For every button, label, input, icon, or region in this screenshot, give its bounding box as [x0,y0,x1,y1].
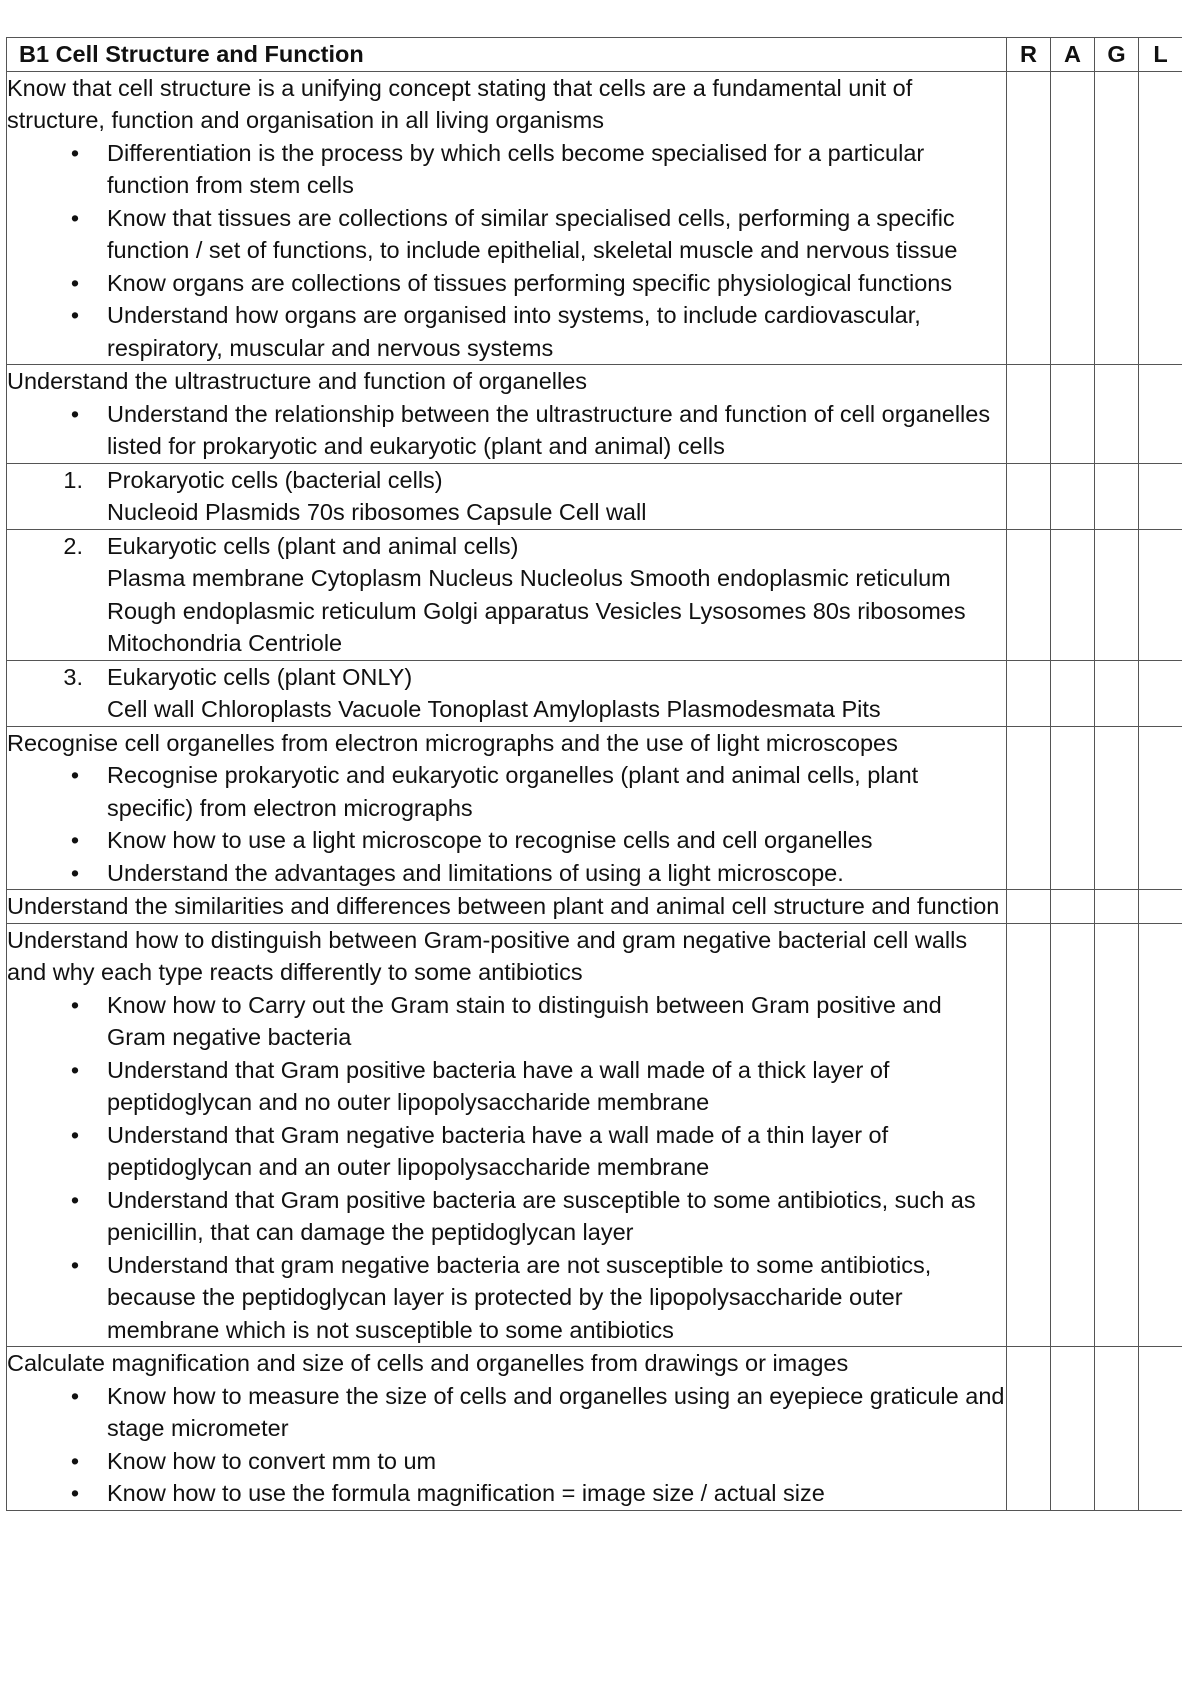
bullet-text: Understand the advantages and limitations of using a light microscope. [107,859,844,886]
rag-checkbox-learned[interactable] [1139,923,1183,1347]
cell-type-heading: Prokaryotic cells (bacterial cells) [107,466,443,493]
table-title: B1 Cell Structure and Function [7,38,1007,72]
organelle-list: Cell wall Chloroplasts Vacuole Tonoplast Amyloplasts Plasmodesmata Pits [107,696,881,722]
objective-cell [7,365,1007,464]
table-row [7,529,1183,660]
objective-cell [7,726,1007,890]
bullet-item [7,759,1006,824]
bullet-icon [57,1477,93,1510]
bullet-item [7,1119,1006,1184]
table-row [7,1347,1183,1511]
bullet-text: Know how to use the formula magnification = image size / actual size [107,1480,825,1506]
rag-column-green: G [1095,38,1139,72]
document-page [6,37,1182,1657]
table-row [7,923,1183,1347]
objective-cell [7,890,1007,924]
rag-checkbox-green[interactable] [1095,660,1139,726]
rag-column-red: R [1007,38,1051,72]
cell-type-heading: Eukaryotic cells (plant and animal cells) [107,532,519,559]
objective-cell [7,71,1007,365]
rag-checkbox-learned[interactable] [1139,1347,1183,1511]
bullet-item [7,1054,1006,1119]
table-header-row [7,38,1183,72]
bullet-item [7,857,1006,890]
objective-cell [7,660,1007,726]
bullet-icon [57,267,93,300]
rag-checkbox-green[interactable] [1095,71,1139,365]
rag-checkbox-green[interactable] [1095,365,1139,464]
bullet-text: Understand that Gram negative bacteria have a wall made of a thin layer of peptidoglycan and an outer lipopolysaccharide membrane [107,1121,889,1180]
bullet-item [7,137,1006,202]
bullet-text: Understand that gram negative bacteria are not susceptible to some antibiotics, because the peptidoglycan layer is protected by the lipopolysaccharide outer membrane which is not susceptible to some antibiotics [107,1251,932,1343]
objective-statement: Calculate magnification and size of cells and organelles from drawings or images [7,1350,849,1376]
bullet-icon [57,1445,93,1478]
rag-checkbox-amber[interactable] [1051,923,1095,1347]
rag-checkbox-amber[interactable] [1051,529,1095,660]
bullet-text: Recognise prokaryotic and eukaryotic organelles (plant and animal cells, plant specific) from electron micrographs [107,762,919,821]
bullet-icon [57,989,93,1022]
rag-checkbox-green[interactable] [1095,1347,1139,1511]
rag-checkbox-learned[interactable] [1139,660,1183,726]
rag-checkbox-red[interactable] [1007,923,1051,1347]
bullet-text: Know that tissues are collections of similar specialised cells, performing a specific function / set of functions, to include epithelial, skeletal muscle and nervous tissue [107,204,958,263]
rag-checkbox-learned[interactable] [1139,365,1183,464]
bullet-text: Know how to Carry out the Gram stain to distinguish between Gram positive and Gram negative bacteria [107,991,942,1050]
rag-checkbox-red[interactable] [1007,463,1051,529]
bullet-icon [57,857,93,890]
rag-checkbox-red[interactable] [1007,660,1051,726]
rag-column-amber: A [1051,38,1095,72]
rag-checkbox-learned[interactable] [1139,463,1183,529]
rag-checkbox-learned[interactable] [1139,529,1183,660]
rag-checkbox-green[interactable] [1095,923,1139,1347]
objective-statement: Understand the ultrastructure and function of organelles [7,368,588,394]
table-row [7,463,1183,529]
bullet-item [7,202,1006,267]
bullet-icon [57,398,93,431]
bullet-text: Understand how organs are organised into systems, to include cardiovascular, respiratory, muscular and nervous systems [107,302,921,361]
rag-checkbox-red[interactable] [1007,71,1051,365]
rag-checkbox-red[interactable] [1007,365,1051,464]
bullet-text: Understand the relationship between the ultrastructure and function of cell organelles listed for prokaryotic and eukaryotic (plant and animal) cells [107,400,991,459]
rag-checkbox-green[interactable] [1095,529,1139,660]
table-row [7,890,1183,924]
objective-cell [7,529,1007,660]
bullet-item [7,1445,1006,1478]
rag-checkbox-learned[interactable] [1139,71,1183,365]
rag-checkbox-learned[interactable] [1139,890,1183,924]
table-row [7,660,1183,726]
bullet-icon [57,1119,93,1152]
objective-statement: Recognise cell organelles from electron micrographs and the use of light microscopes [7,729,898,756]
bullet-item [7,989,1006,1054]
rag-checkbox-red[interactable] [1007,890,1051,924]
bullet-text: Know how to measure the size of cells and organelles using an eyepiece graticule and stage micrometer [107,1382,1005,1441]
bullet-icon [57,1380,93,1413]
bullet-item [7,824,1006,857]
rag-checkbox-red[interactable] [1007,726,1051,890]
bullet-text: Know how to convert mm to um [107,1447,437,1474]
rag-checkbox-green[interactable] [1095,890,1139,924]
bullet-icon [57,1054,93,1087]
bullet-item [7,1380,1006,1445]
organelle-list: Nucleoid Plasmids 70s ribosomes Capsule Cell wall [107,499,647,525]
bullet-text: Know how to use a light microscope to recognise cells and cell organelles [107,827,873,853]
objective-statement: Understand the similarities and differences between plant and animal cell structure and function [7,893,1000,919]
rag-checkbox-amber[interactable] [1051,71,1095,365]
bullet-icon [57,824,93,857]
bullet-item [7,299,1006,364]
rag-checkbox-amber[interactable] [1051,726,1095,890]
numbered-item [7,661,1006,726]
bullet-icon [57,1184,93,1217]
rag-checkbox-amber[interactable] [1051,890,1095,924]
bullet-text: Differentiation is the process by which cells become specialised for a particular function from stem cells [107,139,925,198]
table-row [7,726,1183,890]
rag-checkbox-red[interactable] [1007,1347,1051,1511]
cell-type-heading: Eukaryotic cells (plant ONLY) [107,663,413,690]
objective-cell [7,1347,1007,1511]
table-row [7,71,1183,365]
rag-checkbox-amber[interactable] [1051,660,1095,726]
rag-checkbox-green[interactable] [1095,726,1139,890]
item-number: 2. [63,532,83,559]
objective-statement: Understand how to distinguish between Gram-positive and gram negative bacterial cell walls and why each type reacts differently to some antibiotics [7,926,968,985]
bullet-item [7,1249,1006,1347]
rag-checkbox-amber[interactable] [1051,463,1095,529]
item-number: 1. [63,466,83,493]
bullet-item [7,1477,1006,1510]
rag-column-learned: L [1139,38,1183,72]
objective-cell [7,463,1007,529]
objective-cell [7,923,1007,1347]
rag-checkbox-amber[interactable] [1051,1347,1095,1511]
bullet-icon [57,299,93,332]
bullet-text: Understand that Gram positive bacteria have a wall made of a thick layer of peptidoglycan and no outer lipopolysaccharide membrane [107,1056,890,1115]
rag-checkbox-learned[interactable] [1139,726,1183,890]
item-number: 3. [63,663,83,690]
bullet-item [7,1184,1006,1249]
rag-checklist-table [6,37,1182,1511]
bullet-icon [57,759,93,792]
numbered-item [7,464,1006,529]
numbered-item [7,530,1006,660]
organelle-list: Plasma membrane Cytoplasm Nucleus Nucleolus Smooth endoplasmic reticulum Rough endoplasmic reticulum Golgi apparatus Vesicles Lysosomes 80s ribosomes Mitochondria Centriole [107,565,966,656]
bullet-item [7,267,1006,300]
bullet-icon [57,137,93,170]
objective-statement: Know that cell structure is a unifying concept stating that cells are a fundamental unit of structure, function and organisation in all living organisms [7,74,913,133]
rag-checkbox-green[interactable] [1095,463,1139,529]
bullet-text: Know organs are collections of tissues performing specific physiological functions [107,269,953,296]
bullet-icon [57,202,93,235]
bullet-icon [57,1249,93,1282]
bullet-item [7,398,1006,463]
rag-checkbox-red[interactable] [1007,529,1051,660]
bullet-text: Understand that Gram positive bacteria are susceptible to some antibiotics, such as penicillin, that can damage the peptidoglycan layer [107,1186,976,1245]
rag-checkbox-amber[interactable] [1051,365,1095,464]
table-row [7,365,1183,464]
